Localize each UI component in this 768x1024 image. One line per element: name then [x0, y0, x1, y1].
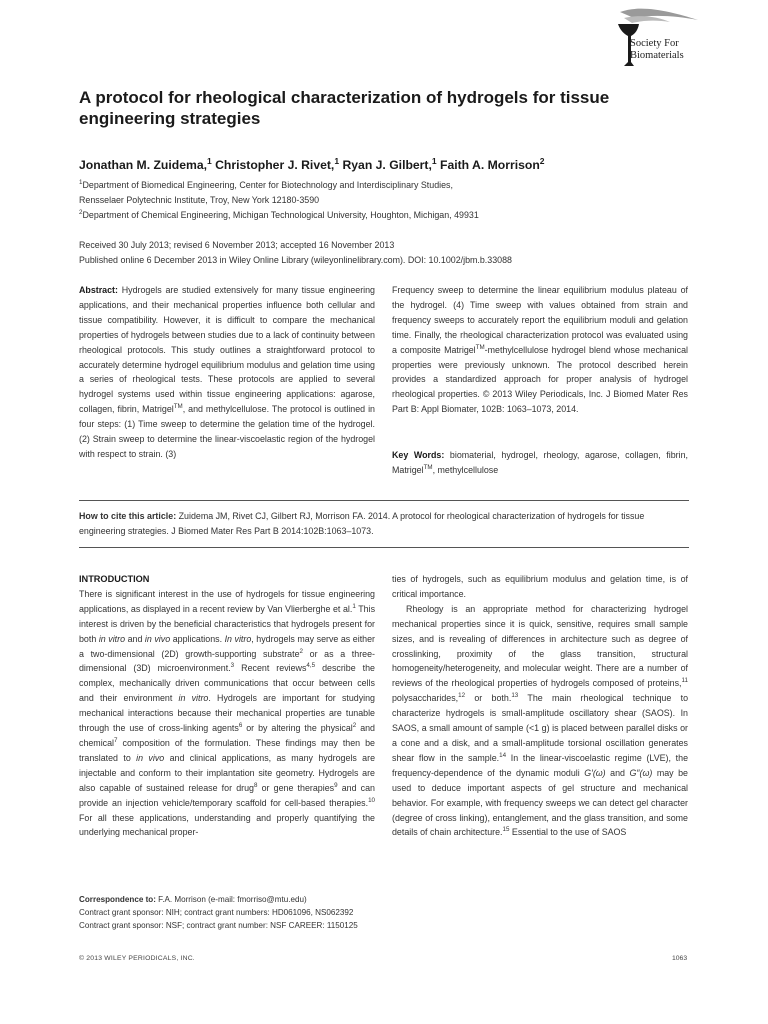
affiliation-1-line2: Rensselaer Polytechnic Institute, Troy, New York 12180-3590 [79, 195, 320, 205]
intro-paragraph: Rheology is an appropriate method for characterizing hydrogel mechanical properties since it is quick, sensitive, requires small sample sizes, and is revealing of differences in architecture such as degree of crosslinking, proximity of the glass transition, structural homogeneity/heterogeneity, and molecular weight. There are a number of reviews of the rheological properties of hydrogels composed of proteins,$^{11}$ polysaccharides,$^{12}$ or both.$^{13}$ The main rheological technique to characterize hydrogels is small-amplitude oscillatory shear (SAOS). In SAOS, a small amount of sample (<1 g) is placed between parallel disks or a cone and a disk, and a small-amplitude torsional oscillation generates shear flow in the sample.$^{14}$ In the linear-viscoelastic regime (LVE), the frequency-dependence of the dynamic moduli G′(ω) and G″(ω) may be used to deduce important aspects of gel structure and mechanical behavior. For example, with frequency sweeps we can detect gel character (degree of cross linking), entanglement, and the glass transition, and some details of chain architecture.$^{15}$ Essential to the use of SAOS [392, 603, 689, 838]
divider [79, 547, 689, 548]
abstract-text: Hydrogels are studied extensively for many tissue engineering applications, and their mechanical properties influence both cellular and tissue compatibility. However, it is difficult to compare the mechanical properties of hydrogels between studies due to a lack of continuity between rheological protocols. This study outlines a straightforward protocol to accurately determine hydrogel equilibrium modulus and gelation time using a series of rheological tests. These protocols are applied to several hydrogel systems used within tissue engineering applications: agarose, collagen, fibrin, Matrigel [79, 285, 375, 415]
logo-line2: Biomaterials [630, 50, 684, 61]
abstract-left [79, 283, 375, 462]
abstract-label: Abstract: [79, 285, 118, 295]
correspondence-text: F.A. Morrison (e-mail: fmorriso@mtu.edu) [155, 895, 307, 904]
intro-paragraph: ties of hydrogels, such as equilibrium modulus and gelation time, is of critical importance. [392, 574, 688, 599]
intro-right [392, 572, 688, 840]
cite-label: How to cite this article: [79, 511, 177, 521]
abstract-text: -methylcellulose hydrogel blend whose mechanical properties were previously unknown. The protocol described herein provides a standardized approach for proper analysis of hydrogel rheological properties. © 2013 Wiley Periodicals, Inc. J Biomed Mater Res Part B: Appl Biomater, 102B: 1063–1073, 2014. [392, 344, 689, 415]
author-list [79, 155, 545, 172]
trademark: TM [173, 403, 183, 411]
correspondence [79, 894, 307, 907]
aff-marker: 1 [206, 155, 212, 166]
divider [79, 500, 689, 501]
author-4[interactable]: Faith A. Morrison [440, 158, 540, 172]
author-1[interactable]: Jonathan M. Zuidema, [79, 158, 207, 172]
abstract-text: , and methylcellulose. The protocol is outlined in four steps: (1) Time sweep to determine the gelation time of the hydrogel. (2) Strain sweep to determine the linear-viscoelastic region of the hydrogel with respect to strain. (3) [79, 404, 375, 459]
affiliation-1-line1: Department of Biomedical Engineering, Center for Biotechnology and Interdisciplinary Studies, [82, 180, 453, 190]
affiliation-2 [79, 208, 699, 223]
copyright-footer: © 2013 WILEY PERIODICALS, INC. [79, 955, 195, 962]
trademark: TM [475, 343, 485, 351]
how-to-cite [79, 509, 689, 539]
keywords-text: , methylcellulose [432, 464, 499, 475]
received-dates: Received 30 July 2013; revised 6 November 2013; accepted 16 November 2013 [79, 240, 395, 250]
logo-line1: Society For [630, 38, 679, 49]
grant-2: Contract grant sponsor: NSF; contract grant number: NSF CAREER: 1150125 [79, 921, 358, 930]
journal-logo-text [630, 38, 684, 62]
keywords [392, 448, 688, 478]
author-3[interactable]: Ryan J. Gilbert, [342, 158, 432, 172]
abstract-text: Frequency sweep to determine the linear equilibrium modulus plateau of the hydrogel. (4) Time sweep with values obtained from strain and frequency sweeps to accurately report the equilibrium moduli and gelation time. Finally, the rheological characterization protocol was evaluated using a composite Matrigel [392, 285, 688, 355]
author-2[interactable]: Christopher J. Rivet, [215, 158, 335, 172]
intro-left: INTRODUCTION There is significant interest in the use of hydrogels for tissue engineering applications, as displayed in a recent review by Van Vlierberghe et al.$^1$ This interest is driven by the beneficial characteristics that hydrogels present for both in vitro and in vivo applications. In vitro, hydrogels may serve as either a two-dimensional (2D) growth-supporting substrate$^2$ or as a three-dimensional (3D) microenvironment.$^3$ Recent reviews$^{4,5}$ describe the complex, mechanically driven communications that occur between cells and their environment in vitro. Hydrogels are important for studying mechanical interactions because their mechanical properties are tunable through the use of cross-linking agents$^6$ or by altering the physical$^2$ and chemical$^7$ composition of the formulation. These findings may then be translated to in vivo and clinical applications, as many hydrogels are injectable and conform to their implantation site geometry. Hydrogels are also capable of sustained release for drug$^8$ or gene therapies$^9$ and can provide an injection vehicle/temporary scaffold for cell-based therapies.$^{10}$ For all these applications, understanding and properly quantifying the underlying mechanical proper- [79, 574, 376, 838]
aff-marker: 2 [79, 209, 83, 217]
published-line: Published online 6 December 2013 in Wiley Online Library (wileyonlinelibrary.com). DOI: 10.1002/jbm.b.33088 [79, 255, 512, 265]
abstract-right [392, 283, 688, 417]
keywords-text: biomaterial, hydrogel, rheology, agarose, collagen, fibrin, Matrigel [392, 450, 689, 475]
aff-marker: 2 [539, 155, 545, 166]
aff-marker: 1 [431, 155, 437, 166]
affiliation-2-text: Department of Chemical Engineering, Michigan Technological University, Houghton, Michigan, 49931 [82, 210, 479, 220]
aff-marker: 1 [334, 155, 340, 166]
paper-title: A protocol for rheological characterization of hydrogels for tissue engineering strategies [79, 88, 610, 128]
trademark: TM [423, 463, 433, 471]
grant-1: Contract grant sponsor: NIH; contract grant numbers: HD061096, NS062392 [79, 908, 354, 917]
keywords-label: Key Words: [392, 450, 445, 460]
cite-text: Zuidema JM, Rivet CJ, Gilbert RJ, Morrison FA. 2014. A protocol for rheological characterization of hydrogels for tissue engineering strategies. J Biomed Mater Res Part B 2014:102B:1063–1073. [79, 511, 645, 536]
article-dates [79, 238, 512, 268]
affiliation-1 [79, 178, 699, 208]
correspondence-label: Correspondence to: [79, 895, 156, 904]
aff-marker: 1 [79, 179, 83, 187]
page-number: 1063 [672, 955, 688, 962]
section-heading: INTRODUCTION [79, 574, 150, 584]
